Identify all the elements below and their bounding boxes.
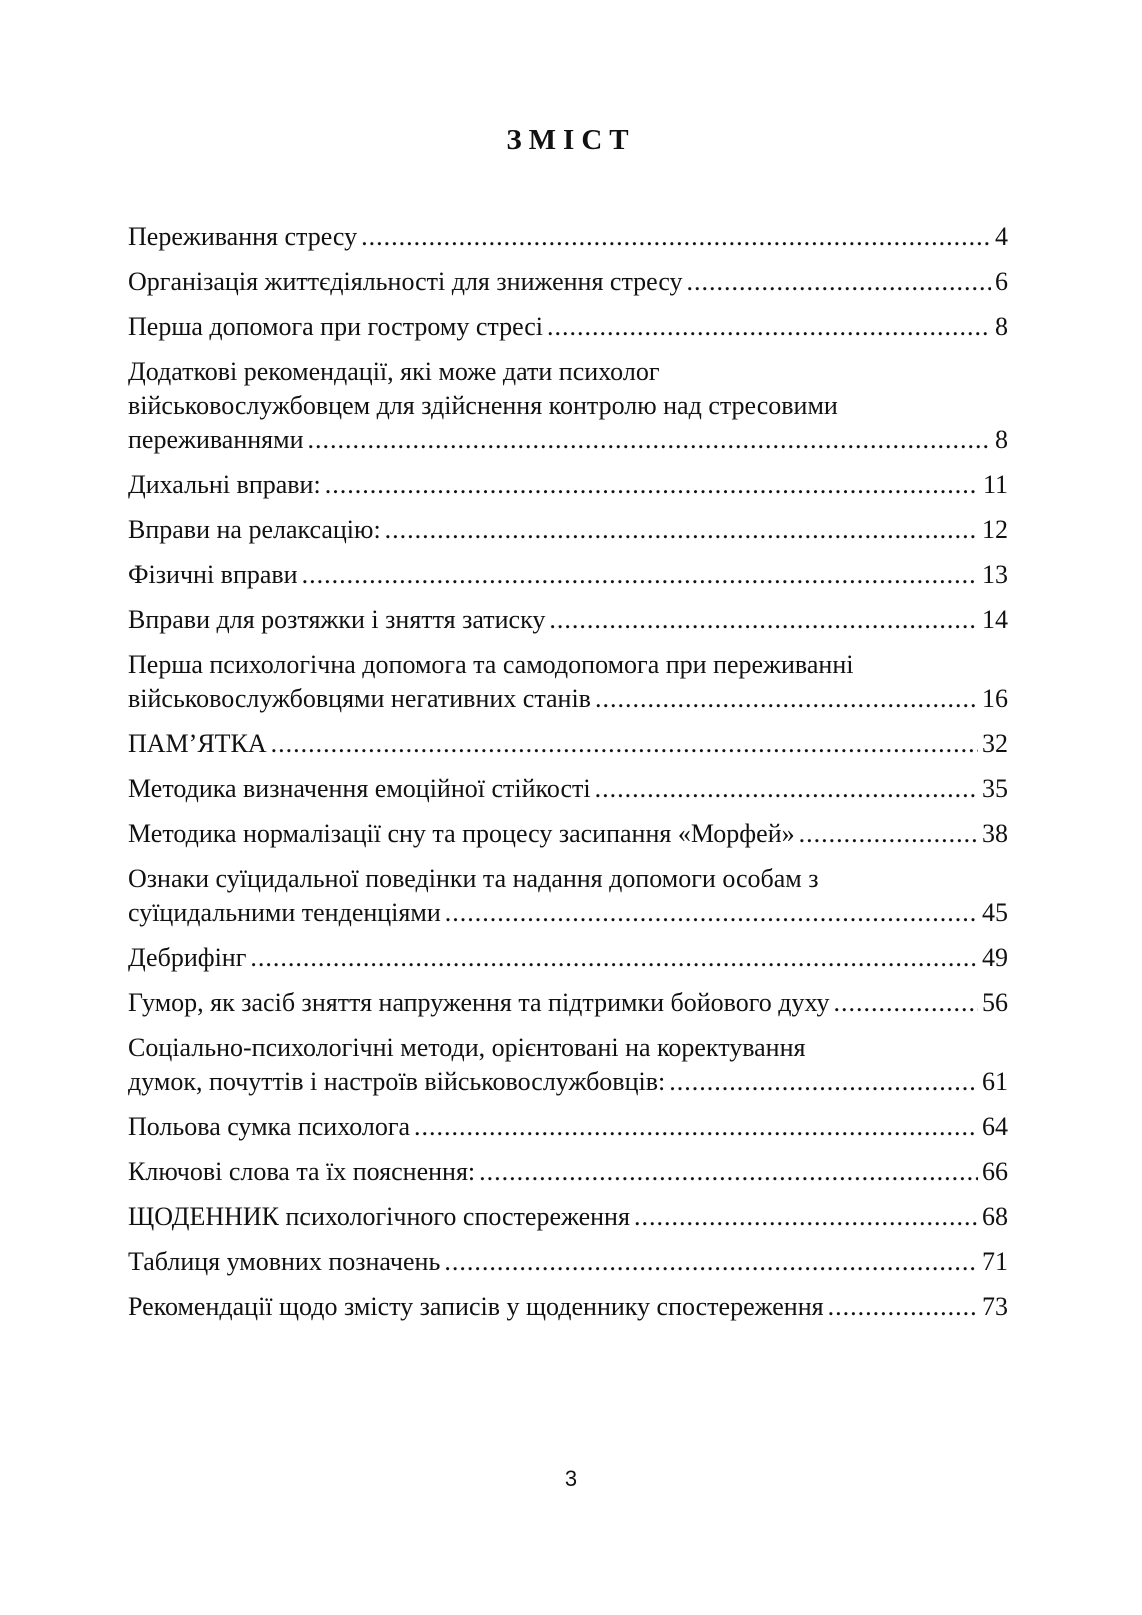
toc-entry-page: 38 — [982, 819, 1008, 848]
toc-entry — [128, 1290, 1008, 1324]
toc-entry-page: 71 — [982, 1247, 1008, 1276]
dot-leader — [595, 682, 978, 716]
toc-entry — [128, 1155, 1008, 1189]
toc-entry-last-line — [128, 727, 1008, 761]
toc-entry-page: 32 — [982, 729, 1008, 758]
toc-entry-page: 4 — [995, 222, 1008, 251]
dot-leader — [325, 468, 979, 502]
dot-leader — [669, 1065, 978, 1099]
toc-entry-page: 13 — [982, 560, 1008, 589]
dot-leader — [595, 772, 978, 806]
toc-entry — [128, 265, 1008, 299]
table-of-contents — [128, 220, 1008, 1335]
dot-leader — [308, 423, 992, 457]
toc-entry — [128, 355, 1008, 457]
toc-entry-page: 73 — [982, 1292, 1008, 1321]
toc-entry — [128, 648, 1008, 716]
toc-entry-last-line — [128, 772, 1008, 806]
toc-entry-line: Переживання стресу — [128, 222, 358, 251]
toc-entry-last-line — [128, 1245, 1008, 1279]
toc-entry-page: 11 — [982, 470, 1008, 499]
dot-leader — [445, 896, 978, 930]
toc-entry — [128, 468, 1008, 502]
toc-entry — [128, 1245, 1008, 1279]
toc-entry — [128, 513, 1008, 547]
toc-entry-line: Дебрифінг — [128, 943, 247, 972]
toc-entry-line: Методика нормалізації сну та процесу засипання «Морфей» — [128, 819, 795, 848]
toc-entry — [128, 862, 1008, 930]
toc-entry — [128, 727, 1008, 761]
toc-entry-line: ЩОДЕННИК психологічного спостереження — [128, 1202, 630, 1231]
toc-entry-line: Вправи для розтяжки і зняття затиску — [128, 605, 546, 634]
toc-entry — [128, 603, 1008, 637]
toc-entry-page: 8 — [995, 425, 1008, 454]
toc-entry-last-line — [128, 513, 1008, 547]
dot-leader — [799, 817, 978, 851]
dot-leader — [444, 1245, 978, 1279]
dot-leader — [547, 310, 991, 344]
toc-entry-line: Організація життєдіяльності для зниження стресу — [128, 267, 683, 296]
toc-entry-line: Ключові слова та їх пояснення: — [128, 1157, 476, 1186]
toc-entry-last-line — [128, 558, 1008, 592]
toc-entry-line: Перша допомога при гострому стресі — [128, 312, 544, 341]
toc-entry — [128, 772, 1008, 806]
toc-entry-line: Вправи на релаксацію: — [128, 515, 381, 544]
toc-entry — [128, 1110, 1008, 1144]
toc-entry-last-line — [128, 986, 1008, 1020]
toc-entry-page: 8 — [995, 312, 1008, 341]
dot-leader — [549, 603, 978, 637]
toc-entry — [128, 1031, 1008, 1099]
dot-leader — [828, 1290, 978, 1324]
dot-leader — [834, 986, 979, 1020]
dot-leader — [385, 513, 978, 547]
toc-entry-last-line — [128, 1155, 1008, 1189]
toc-entry-line: суїцидальними тенденціями — [128, 898, 441, 927]
dot-leader — [361, 220, 991, 254]
dot-leader — [302, 558, 978, 592]
toc-entry-line: думок, почуттів і настроїв військовослужбовців: — [128, 1067, 666, 1096]
toc-entry-line: Перша психологічна допомога та самодопомога при переживанні — [128, 650, 854, 679]
toc-entry-last-line — [128, 896, 1008, 930]
toc-entry-last-line — [128, 423, 1008, 457]
toc-entry-line: переживаннями — [128, 425, 304, 454]
toc-entry-page: 45 — [982, 898, 1008, 927]
dot-leader — [414, 1110, 978, 1144]
dot-leader — [634, 1200, 978, 1234]
toc-entry — [128, 310, 1008, 344]
toc-entry-line: військовослужбовцями негативних станів — [128, 684, 591, 713]
toc-entry-last-line — [128, 1110, 1008, 1144]
toc-entry-line: військовослужбовцем для здійснення контролю над стресовими — [128, 391, 838, 420]
toc-entry-line: Ознаки суїцидальної поведінки та надання допомоги особам з — [128, 864, 819, 893]
page-title: ЗМІСТ — [506, 124, 636, 156]
toc-entry-last-line — [128, 603, 1008, 637]
page-number: 3 — [564, 1466, 578, 1491]
toc-entry-line: Фізичні вправи — [128, 560, 298, 589]
toc-entry-last-line — [128, 265, 1008, 299]
toc-entry-last-line — [128, 1290, 1008, 1324]
dot-leader — [271, 727, 978, 761]
toc-entry — [128, 220, 1008, 254]
toc-entry-last-line — [128, 682, 1008, 716]
toc-entry-line: Методика визначення емоційної стійкості — [128, 774, 591, 803]
toc-entry-line: Польова сумка психолога — [128, 1112, 411, 1141]
toc-entry — [128, 986, 1008, 1020]
toc-entry-line: Гумор, як засіб зняття напруження та підтримки бойового духу — [128, 988, 830, 1017]
dot-leader — [250, 941, 978, 975]
toc-entry-page: 12 — [982, 515, 1008, 544]
toc-entry-last-line — [128, 220, 1008, 254]
toc-entry-line: Соціально-психологічні методи, орієнтовані на коректування — [128, 1033, 806, 1062]
toc-entry-page: 49 — [982, 943, 1008, 972]
toc-entry-last-line — [128, 941, 1008, 975]
toc-entry-page: 68 — [982, 1202, 1008, 1231]
toc-entry-page: 56 — [982, 988, 1008, 1017]
toc-entry-last-line — [128, 817, 1008, 851]
toc-entry-last-line — [128, 310, 1008, 344]
toc-entry-line: Таблиця умовних позначень — [128, 1247, 441, 1276]
dot-leader — [479, 1155, 978, 1189]
toc-entry-page: 35 — [982, 774, 1008, 803]
toc-entry-page: 6 — [995, 267, 1008, 296]
toc-entry-page: 66 — [982, 1157, 1008, 1186]
toc-entry-line: Рекомендації щодо змісту записів у щоденнику спостереження — [128, 1292, 824, 1321]
toc-entry — [128, 558, 1008, 592]
toc-entry-page: 16 — [982, 684, 1008, 713]
toc-entry-page: 14 — [982, 605, 1008, 634]
toc-entry-page: 64 — [982, 1112, 1008, 1141]
dot-leader — [687, 265, 991, 299]
toc-entry-last-line — [128, 468, 1008, 502]
toc-entry-line: Дихальні вправи: — [128, 470, 321, 499]
toc-entry-line: Додаткові рекомендації, які може дати психолог — [128, 357, 660, 386]
toc-entry-line: ПАМ’ЯТКА — [128, 729, 267, 758]
toc-entry-last-line — [128, 1200, 1008, 1234]
toc-entry — [128, 817, 1008, 851]
toc-entry-page: 61 — [982, 1067, 1008, 1096]
toc-entry-last-line — [128, 1065, 1008, 1099]
toc-entry — [128, 1200, 1008, 1234]
toc-entry — [128, 941, 1008, 975]
